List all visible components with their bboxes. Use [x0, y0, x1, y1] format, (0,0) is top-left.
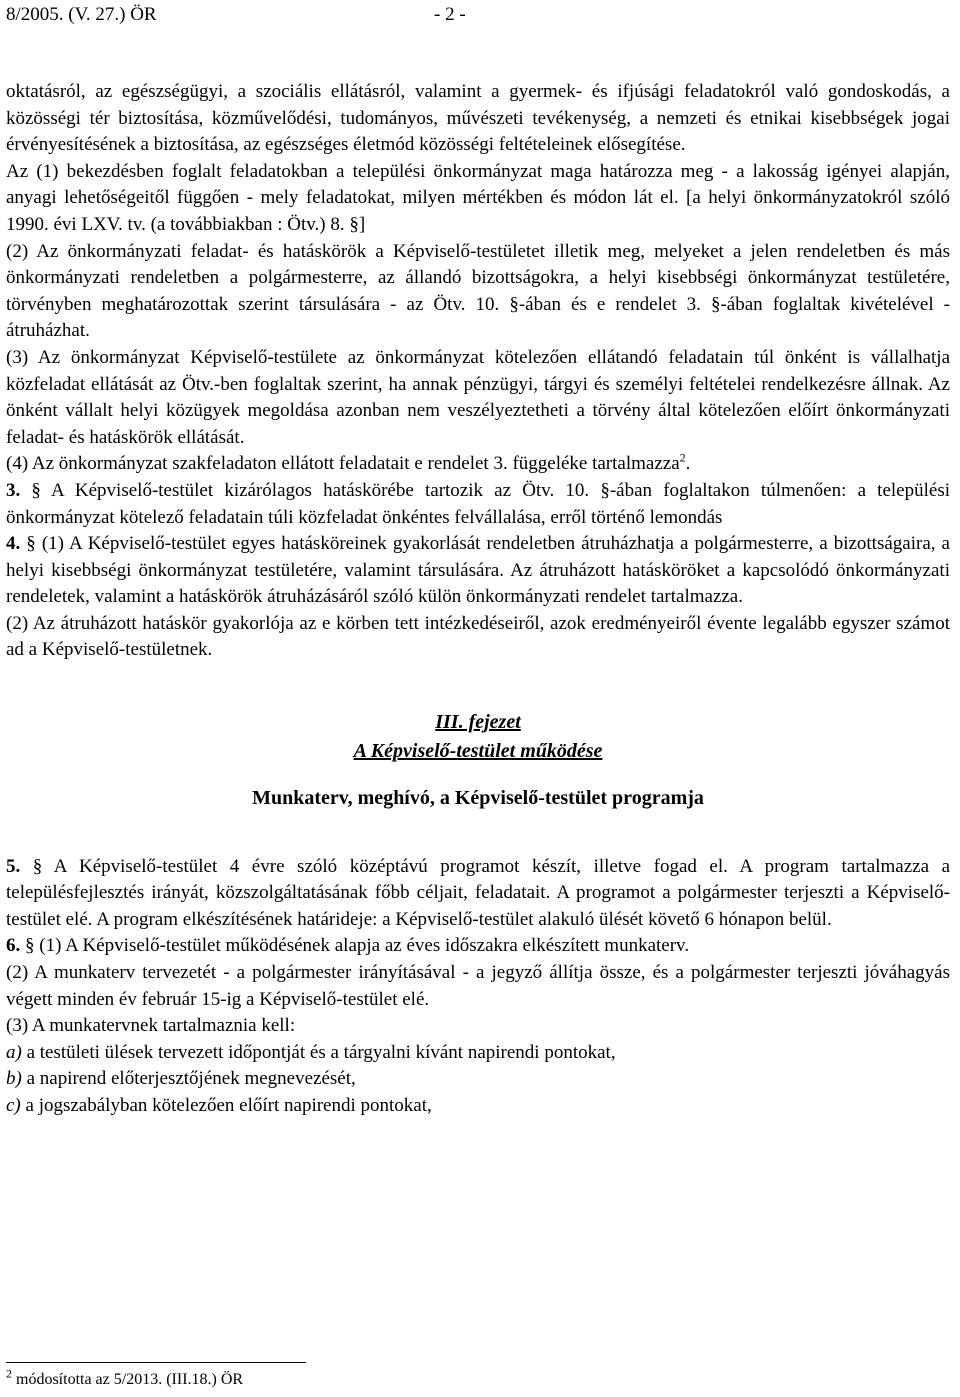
- section-number: 6.: [6, 935, 21, 957]
- document-body: [6, 79, 950, 1120]
- chapter-subtitle: Munkaterv, meghívó, a Képviselő-testület programja: [252, 787, 704, 810]
- section-number: 3.: [6, 479, 21, 501]
- paragraph-end: .: [685, 453, 691, 475]
- paragraph: (2) A munkaterv tervezetét - a polgármester irányításával - a jegyző állítja össze, és a polgármester terjeszti jóváhagyás végett minden év február 15-ig a Képviselő-testület elé.: [6, 962, 950, 1010]
- section-3: [6, 478, 950, 531]
- section-text: § (1) A Képviselő-testület egyes hatásköreinek gyakorlását rendeletben átruházhatja a polgármesterre, a bizottságaira, a helyi kisebbségi önkormányzat testületére, valamint társulására. Az átruházott hatásköröket a kapcsolódó önkormányzati rendeletek, valamint a hatáskörök átruházásáról szóló külön önkormányzati rendelet tartalmazza.: [6, 533, 950, 608]
- chapter-number: III. fejezet: [435, 711, 521, 734]
- footnote-number: 2: [6, 1366, 12, 1381]
- section-6: [6, 933, 950, 960]
- list-text: a jogszabályban kötelezően előírt napirendi pontokat,: [20, 1095, 432, 1116]
- footnote-text: módosította az 5/2013. (III.18.) ÖR: [12, 1371, 244, 1388]
- list-label: a): [6, 1041, 22, 1063]
- footnote-ref[interactable]: 2: [679, 450, 686, 465]
- paragraph: (3) A munkatervnek tartalmaznia kell:: [6, 1015, 296, 1037]
- list-item: [6, 1066, 950, 1093]
- page-header: [6, 2, 950, 30]
- list-text: a testületi ülések tervezett időpontját és a tárgyalni kívánt napirendi pontokat,: [21, 1041, 616, 1063]
- paragraph: (2) Az átruházott hatáskör gyakorlója az e körben tett intézkedéseiről, azok eredményeiről évente legalább egyszer számot ad a Képviselő-testületnek.: [6, 612, 950, 661]
- footnote-divider: [6, 1362, 306, 1363]
- paragraph: oktatásról, az egészségügyi, a szociális ellátásról, valamint a gyermek- és ifjúsági feladatokról való gondoskodás, a közösségi tér biztosítása, közművelődési, tudományos, művészeti tevékenység, a nemzeti és etnikai kisebbségek jogai érvényesítésének a biztosítása, az egészséges életmód közösségi feltételeinek elősegítése.: [6, 81, 950, 156]
- section-number: 4.: [6, 533, 21, 555]
- section-5: [6, 854, 950, 934]
- paragraph: (3) Az önkormányzat Képviselő-testülete az önkormányzat kötelezően ellátandó feladatain túl önként is vállalhatja közfeladat ellátását az Ötv.-ben foglaltak szerint, ha annak pénzügyi, tárgyi és személyi feltételei rendelkezésre állnak. Az önként vállalt helyi közügyek megoldása azonban nem veszélyeztetheti a törvény által kötelezően előírt önkormányzati feladat- és hatáskörök ellátását.: [6, 346, 950, 448]
- section-text: § A Képviselő-testület 4 évre szóló középtávú programot készít, illetve fogad el. A program tartalmazza a településfejlesztés irányát, közszolgáltatásának főbb céljait, feladatait. A programot a polgármester terjeszti a Képviselő-testület elé. A program elkészítésének határideje: a Képviselő-testület alakuló ülését követő 6 hónapon belül.: [6, 855, 950, 930]
- chapter-title: A Képviselő-testület működése: [353, 740, 603, 763]
- section-text: § (1) A Képviselő-testület működésének alapja az éves időszakra elkészített munkaterv.: [20, 935, 690, 957]
- list-label: c): [6, 1095, 21, 1116]
- header-page-number: - 2 -: [434, 4, 466, 25]
- header-document-id: 8/2005. (V. 27.) ÖR: [6, 4, 157, 25]
- section-text: § A Képviselő-testület kizárólagos hatáskörébe tartozik az Ötv. 10. §-ában foglaltakon túlmenően: a települési önkormányzat kötelező feladatain túli közfeladat önkéntes felvállalása, erről történő lemondás: [6, 479, 950, 528]
- section-number: 5.: [6, 855, 21, 877]
- paragraph: [6, 451, 950, 478]
- list-item: [6, 1093, 950, 1120]
- footnote: [6, 1366, 244, 1390]
- paragraph-text: (4) Az önkormányzat szakfeladaton ellátott feladatait e rendelet 3. függeléke tartalmazza: [6, 453, 680, 475]
- paragraph: Az (1) bekezdésben foglalt feladatokban a települési önkormányzat maga határozza meg - a lakosság igényei alapján, anyagi lehetőségeitől függően - mely feladatokat, milyen mértékben és módon lát el. [a helyi önkormányzatokról szóló 1990. évi LXV. tv. (a továbbiakban : Ötv.) 8. §]: [6, 160, 950, 235]
- paragraph: (2) Az önkormányzati feladat- és hatáskörök a Képviselő-testületet illetik meg, melyeket a jelen rendeletben és más önkormányzati rendeletben a polgármesterre, az állandó bizottságokra, a helyi kisebbségi önkormányzat testületére, törvényben meghatározottak szerint társulására - az Ötv. 10. §-ában és e rendelet 3. §-ában foglaltak kivételével - átruházhat.: [6, 240, 950, 342]
- list-text: a napirend előterjesztőjének megnevezését,: [21, 1068, 356, 1090]
- list-item: [6, 1040, 950, 1067]
- section-4: [6, 531, 950, 611]
- list-label: b): [6, 1068, 22, 1090]
